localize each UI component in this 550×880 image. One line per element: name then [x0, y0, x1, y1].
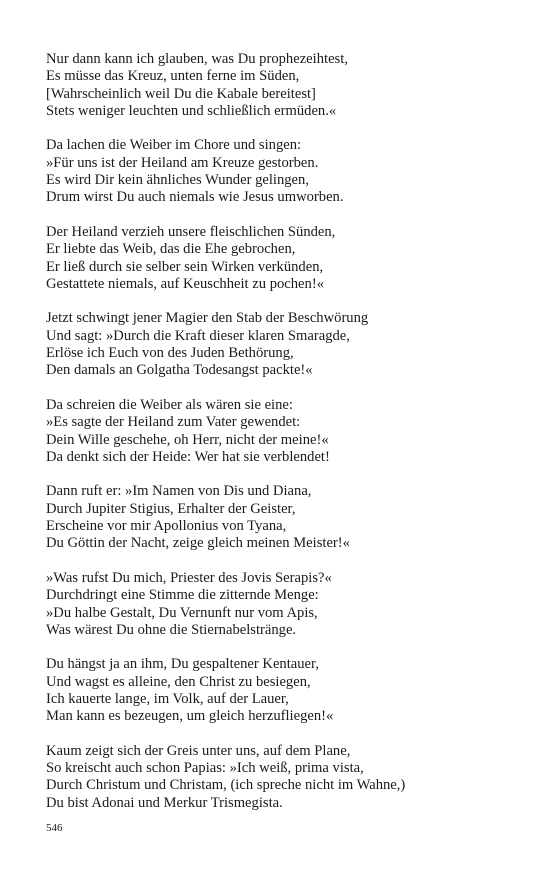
verse-line: Gestattete niemals, auf Keuschheit zu pochen!«	[46, 275, 324, 292]
verse-line: Er liebte das Weib, das die Ehe gebrochen,	[46, 241, 296, 258]
verse-line: Durchdringt eine Stimme die zitternde Menge:	[46, 587, 319, 604]
stanza-9	[46, 743, 516, 812]
verse-line: »Was rufst Du mich, Priester des Jovis Serapis?«	[46, 569, 332, 586]
verse-line: »Für uns ist der Heiland am Kreuze gestorben.	[46, 154, 319, 171]
stanza-1	[46, 51, 516, 120]
verse-line: Ich kauerte lange, im Volk, auf der Lauer,	[46, 690, 289, 707]
verse-line: Den damals an Golgatha Todesangst packte!«	[46, 362, 313, 379]
verse-line: Dein Wille geschehe, oh Herr, nicht der meine!«	[46, 431, 329, 448]
verse-line: Er ließ durch sie selber sein Wirken verkünden,	[46, 258, 324, 275]
stanza-3	[46, 224, 516, 293]
verse-line: Du hängst ja an ihm, Du gespaltener Kentauer,	[46, 656, 319, 673]
verse-line: Und wagst es alleine, den Christ zu besiegen,	[46, 673, 311, 690]
verse-line: Stets weniger leuchten und schließlich ermüden.«	[46, 102, 337, 119]
verse-line: Da lachen die Weiber im Chore und singen:	[46, 137, 302, 154]
verse-line: »Es sagte der Heiland zum Vater gewendet:	[46, 414, 301, 431]
verse-line: Es wird Dir kein ähnliches Wunder gelingen,	[46, 172, 309, 189]
stanza-4	[46, 310, 516, 379]
stanza-6	[46, 483, 516, 552]
verse-line: Dann ruft er: »Im Namen von Dis und Diana,	[46, 483, 312, 500]
verse-line: Jetzt schwingt jener Magier den Stab der Beschwörung	[46, 310, 369, 327]
stanza-8	[46, 656, 516, 725]
verse-line: Du Göttin der Nacht, zeige gleich meinen Meister!«	[46, 535, 350, 552]
verse-line: So kreischt auch schon Papias: »Ich weiß, prima vista,	[46, 760, 364, 777]
verse-line: Drum wirst Du auch niemals wie Jesus umworben.	[46, 189, 344, 206]
page-number: 546	[46, 822, 63, 834]
verse-line: Nur dann kann ich glauben, was Du prophezeihtest,	[46, 51, 348, 67]
verse-line: Was wärest Du ohne die Stiernabelstränge.	[46, 621, 297, 638]
poem-text	[46, 51, 516, 829]
verse-line: Du bist Adonai und Merkur Trismegista.	[46, 794, 283, 811]
verse-line: Da schreien die Weiber als wären sie eine:	[46, 396, 293, 413]
stanza-5	[46, 397, 516, 466]
verse-line: [Wahrscheinlich weil Du die Kabale bereitest]	[46, 85, 316, 102]
verse-line: Durch Christum und Christam, (ich spreche nicht im Wahne,)	[46, 777, 406, 794]
verse-line: Da denkt sich der Heide: Wer hat sie verblendet!	[46, 448, 330, 465]
verse-line: »Du halbe Gestalt, Du Vernunft nur vom Apis,	[46, 604, 318, 621]
verse-line: Man kann es bezeugen, um gleich herzufliegen!«	[46, 708, 334, 725]
stanza-2	[46, 137, 516, 206]
verse-line: Erlöse ich Euch von des Juden Bethörung,	[46, 345, 294, 362]
verse-line: Es müsse das Kreuz, unten ferne im Süden,	[46, 68, 300, 85]
verse-line: Der Heiland verzieh unsere fleischlichen Sünden,	[46, 223, 336, 240]
verse-line: Kaum zeigt sich der Greis unter uns, auf dem Plane,	[46, 742, 351, 759]
stanza-7	[46, 570, 516, 639]
verse-line: Durch Jupiter Stigius, Erhalter der Geister,	[46, 500, 296, 517]
verse-line: Und sagt: »Durch die Kraft dieser klaren Smaragde,	[46, 327, 350, 344]
verse-line: Erscheine vor mir Apollonius von Tyana,	[46, 518, 287, 535]
